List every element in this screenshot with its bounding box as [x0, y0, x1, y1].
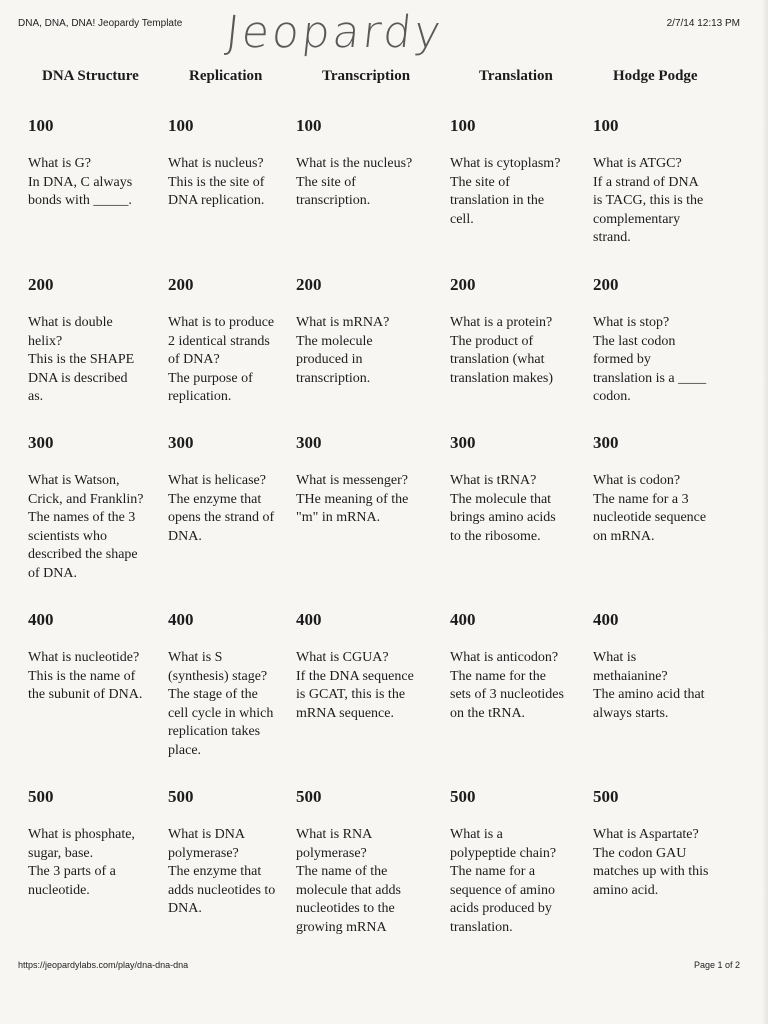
- clue-text: What is to produce 2 identical strands of DNA? The purpose of replication.: [168, 315, 275, 405]
- clue-text: What is phosphate, sugar, base. The 3 parts of a nucleotide.: [28, 827, 135, 898]
- point-value: 400: [593, 610, 619, 629]
- clue-text: What is S (synthesis) stage? The stage of the cell cycle in which replication takes place.: [168, 650, 274, 758]
- clue-text: What is ATGC? If a strand of DNA is TACG, this is the complementary strand.: [593, 156, 704, 246]
- point-value: 200: [296, 275, 322, 294]
- point-value: 100: [296, 116, 322, 135]
- jeopardy-cell[interactable]: [296, 116, 412, 211]
- point-value: 300: [450, 433, 476, 452]
- point-value: 400: [168, 610, 194, 629]
- clue-text: What is codon? The name for a 3 nucleotide sequence on mRNA.: [593, 473, 707, 544]
- clue-text: What is anticodon? The name for the sets of 3 nucleotides on the tRNA.: [450, 650, 564, 721]
- document-title: DNA, DNA, DNA! Jeopardy Template: [18, 18, 183, 29]
- clue-text: What is Watson, Crick, and Franklin? The names of the 3 scientists who described the shape of DNA.: [28, 473, 144, 581]
- clue-text: What is methaianine? The amino acid that always starts.: [593, 650, 705, 721]
- point-value: 400: [296, 610, 322, 629]
- clue-text: What is the nucleus? The site of transcription.: [296, 156, 413, 209]
- clue-text: What is Aspartate? The codon GAU matches up with this amino acid.: [593, 827, 709, 898]
- clue-text: What is DNA polymerase? The enzyme that adds nucleotides to DNA.: [168, 827, 276, 917]
- jeopardy-cell[interactable]: [168, 610, 273, 761]
- jeopardy-cell[interactable]: [593, 610, 705, 723]
- point-value: 400: [28, 610, 54, 629]
- point-value: 500: [168, 787, 194, 806]
- page-number: Page 1 of 2: [693, 960, 740, 970]
- clue-text: What is stop? The last codon formed by translation is a ____ codon.: [593, 315, 707, 405]
- clue-text: What is cytoplasm? The site of translation in the cell.: [450, 156, 561, 227]
- handwritten-title: Jeopardy: [223, 7, 446, 58]
- jeopardy-cell[interactable]: [168, 275, 274, 407]
- category-header: DNA Structure: [42, 68, 139, 84]
- jeopardy-cell[interactable]: [450, 275, 553, 388]
- jeopardy-cell[interactable]: [296, 610, 414, 723]
- category-header: Hodge Podge: [613, 68, 698, 84]
- clue-text: What is CGUA? If the DNA sequence is GCAT, this is the mRNA sequence.: [296, 650, 414, 721]
- clue-text: What is nucleus? This is the site of DNA replication.: [168, 156, 265, 209]
- clue-text: What is nucleotide? This is the name of the subunit of DNA.: [28, 650, 143, 703]
- point-value: 300: [296, 433, 322, 452]
- clue-text: What is G? In DNA, C always bonds with _____.: [28, 156, 133, 209]
- jeopardy-cell[interactable]: [296, 787, 401, 938]
- point-value: 200: [450, 275, 476, 294]
- point-value: 100: [593, 116, 619, 135]
- clue-text: What is mRNA? The molecule produced in transcription.: [296, 315, 390, 386]
- jeopardy-cell[interactable]: [450, 433, 556, 546]
- category-header: Translation: [479, 68, 553, 84]
- jeopardy-cell[interactable]: [593, 787, 709, 900]
- point-value: 300: [168, 433, 194, 452]
- jeopardy-cell[interactable]: [28, 787, 135, 900]
- clue-text: What is messenger? THe meaning of the "m" in mRNA.: [296, 473, 409, 526]
- jeopardy-cell[interactable]: [593, 275, 706, 407]
- jeopardy-cell[interactable]: [450, 116, 560, 229]
- page-edge-shadow: [762, 0, 768, 1024]
- jeopardy-cell[interactable]: [296, 275, 389, 388]
- jeopardy-cell[interactable]: [593, 116, 703, 248]
- point-value: 200: [593, 275, 619, 294]
- clue-text: What is RNA polymerase? The name of the molecule that adds nucleotides to the growing mRNA: [296, 827, 401, 935]
- clue-text: What is tRNA? The molecule that brings amino acids to the ribosome.: [450, 473, 556, 544]
- point-value: 100: [450, 116, 476, 135]
- jeopardy-cell[interactable]: [168, 787, 275, 919]
- point-value: 100: [168, 116, 194, 135]
- jeopardy-cell[interactable]: [28, 433, 143, 584]
- category-header: Transcription: [322, 68, 411, 84]
- jeopardy-cell[interactable]: [28, 275, 134, 407]
- jeopardy-cell[interactable]: [168, 433, 274, 546]
- print-datetime: 2/7/14 12:13 PM: [666, 18, 740, 29]
- jeopardy-cell[interactable]: [450, 787, 556, 938]
- jeopardy-cell[interactable]: [450, 610, 564, 723]
- point-value: 400: [450, 610, 476, 629]
- clue-text: What is double helix? This is the SHAPE DNA is described as.: [28, 315, 135, 405]
- jeopardy-cell[interactable]: [593, 433, 706, 546]
- jeopardy-cell[interactable]: [296, 433, 408, 528]
- point-value: 500: [593, 787, 619, 806]
- jeopardy-cell[interactable]: [28, 116, 132, 211]
- point-value: 100: [28, 116, 54, 135]
- clue-text: What is a polypeptide chain? The name for a sequence of amino acids produced by translation.: [450, 827, 557, 935]
- point-value: 300: [28, 433, 54, 452]
- point-value: 300: [593, 433, 619, 452]
- category-header: Replication: [189, 68, 263, 84]
- point-value: 500: [450, 787, 476, 806]
- jeopardy-cell[interactable]: [168, 116, 264, 211]
- point-value: 500: [296, 787, 322, 806]
- clue-text: What is a protein? The product of translation (what translation makes): [450, 315, 554, 386]
- clue-text: What is helicase? The enzyme that opens the strand of DNA.: [168, 473, 275, 544]
- point-value: 200: [28, 275, 54, 294]
- point-value: 200: [168, 275, 194, 294]
- point-value: 500: [28, 787, 54, 806]
- jeopardy-board: [28, 64, 758, 944]
- jeopardy-cell[interactable]: [28, 610, 142, 705]
- footer-url[interactable]: https://jeopardylabs.com/play/dna-dna-dna: [18, 960, 189, 970]
